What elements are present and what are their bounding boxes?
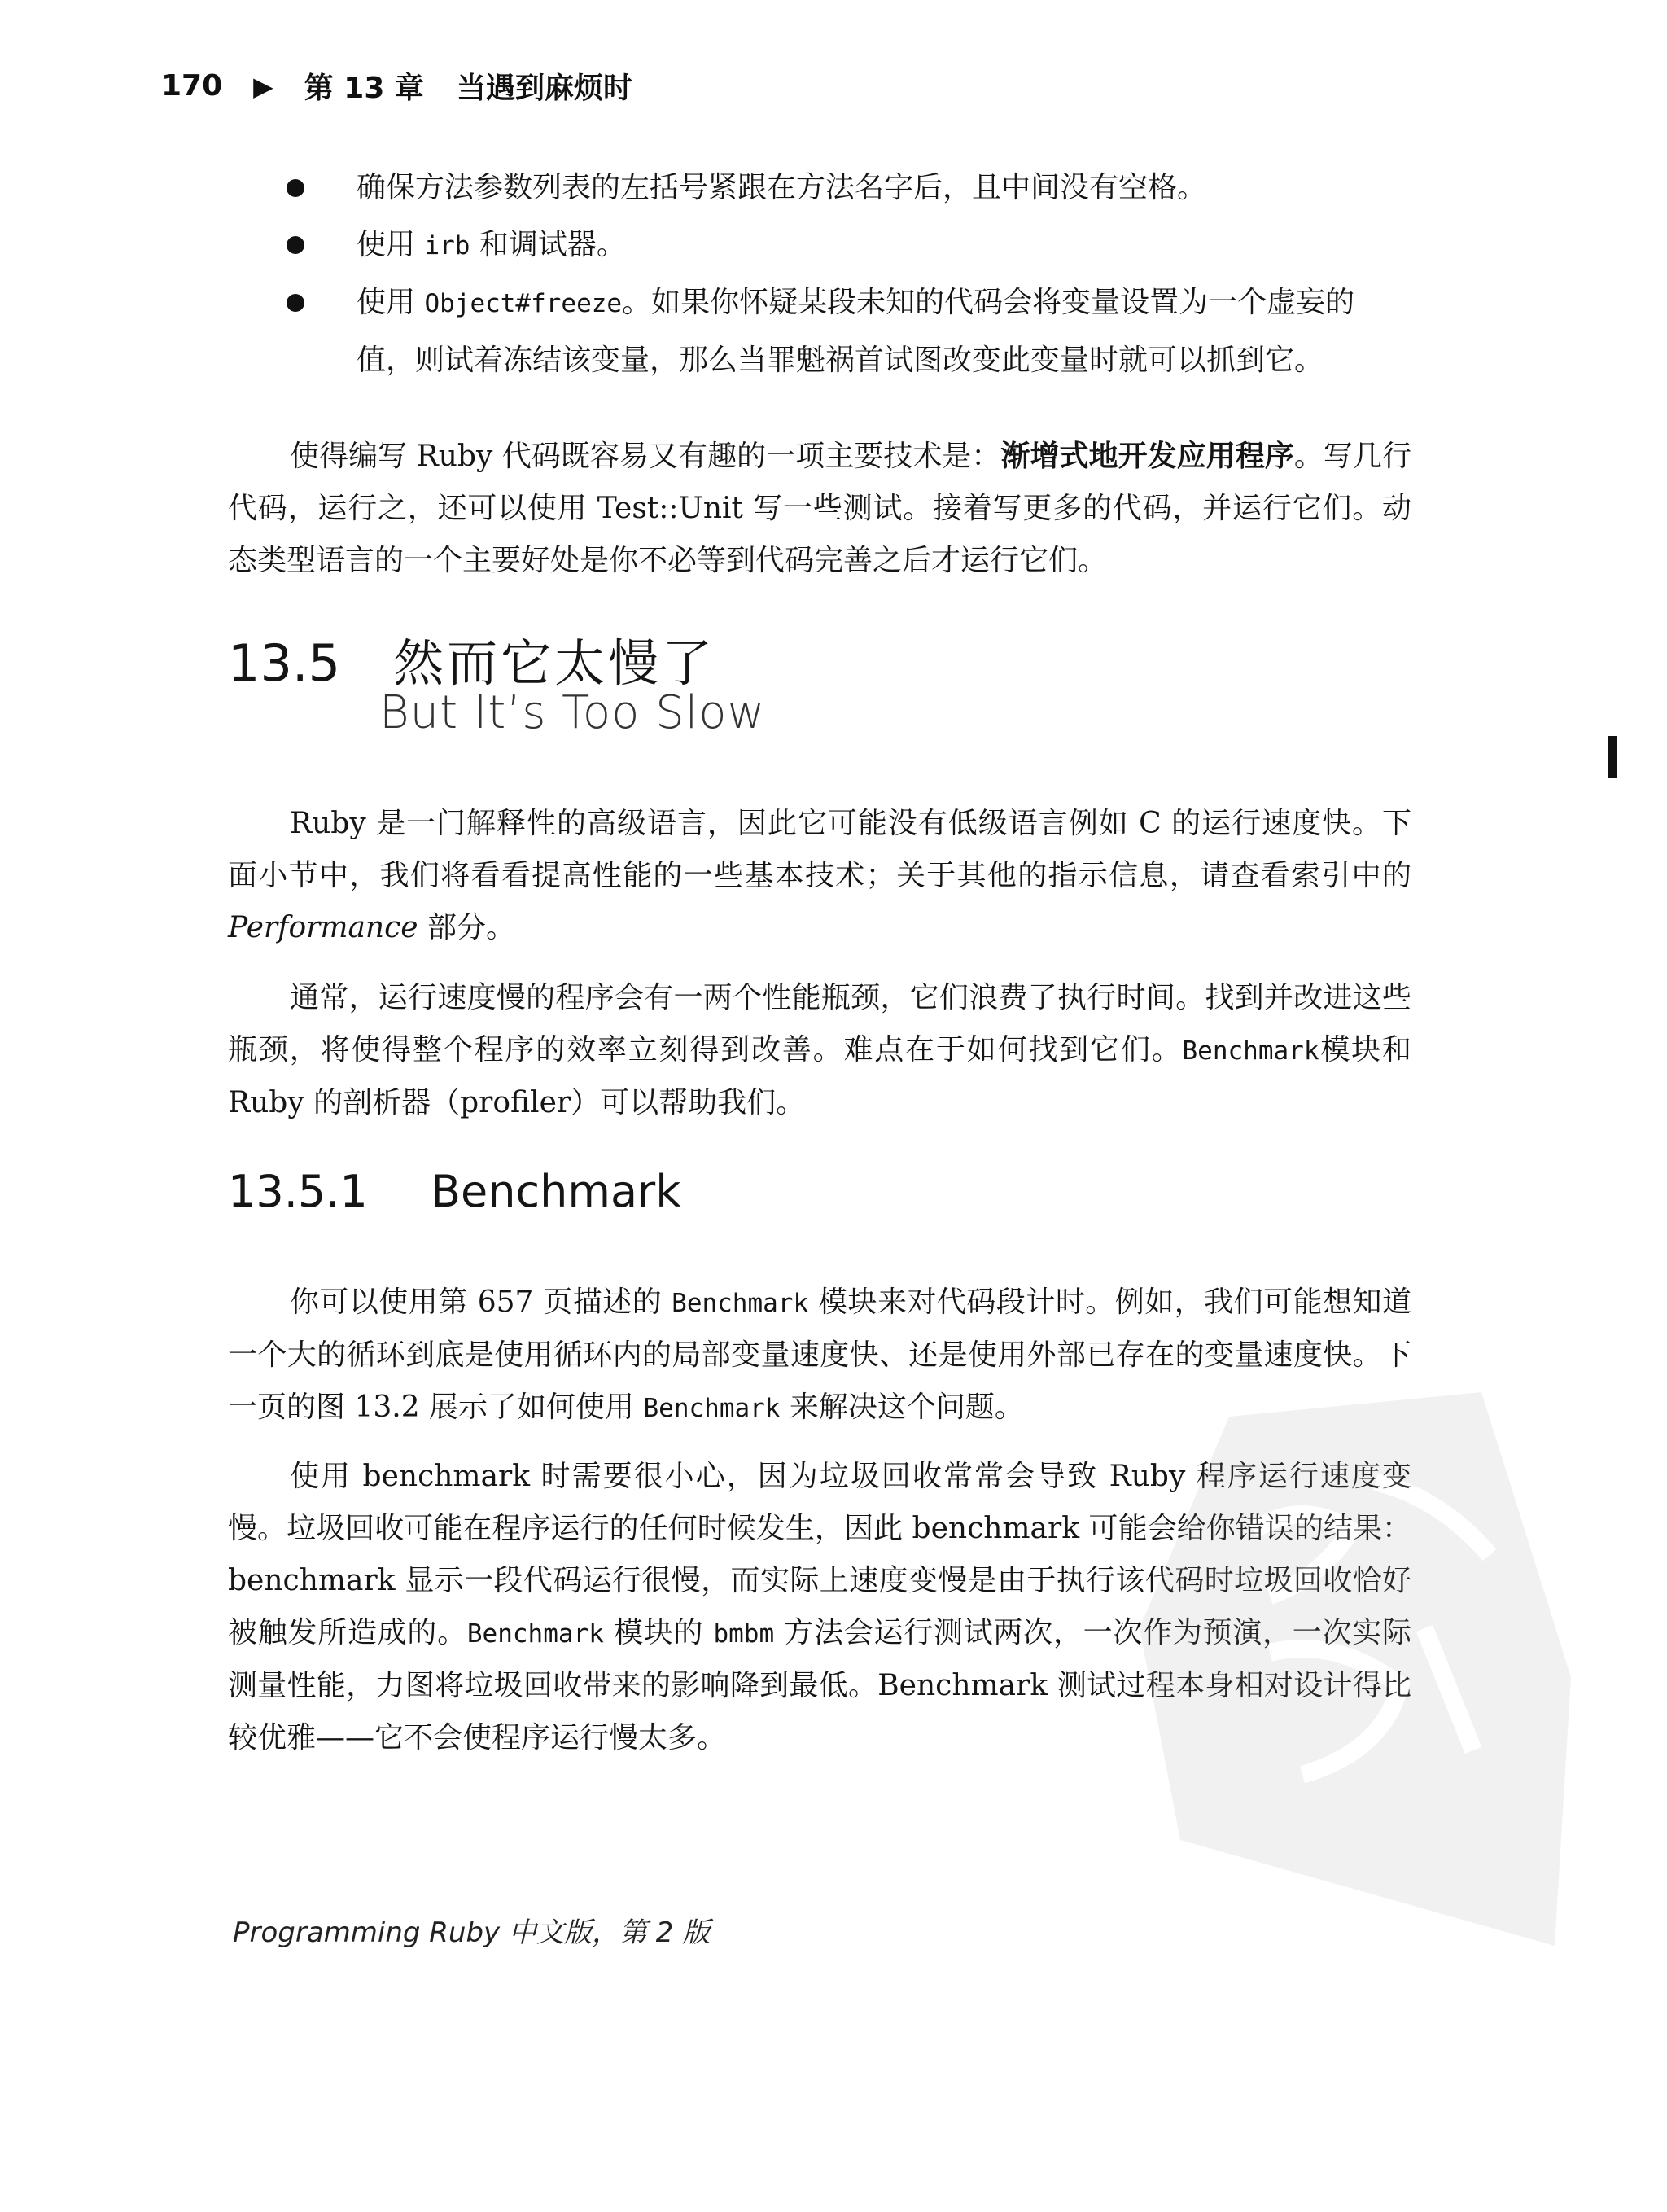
play-triangle-icon: ▶ [253,70,273,102]
code-inline: Benchmark [643,1394,781,1423]
paragraph-text: Ruby 是一门解释性的高级语言，因此它可能没有低级语言例如 C 的运行速度快。下面小节中，我们将看看提高性能的一些基本技术；关于其他的指示信息，请查看索引中的 [228,807,1411,892]
section-title-en: But It’s Too Slow [379,686,766,739]
body-paragraph [228,972,1411,1129]
bullet-icon [287,294,304,312]
list-item [287,160,1410,217]
page-number: 170 [161,69,223,103]
list-item [287,217,1410,274]
bullet-icon [287,236,304,254]
bullet-text: 确保方法参数列表的左括号紧跟在方法名字后，且中间没有空格。 [357,171,1207,204]
code-inline: Benchmark [466,1619,604,1649]
paragraph-text: 模块和 Ruby 的剖析器（profiler）可以帮助我们。 [228,1033,1411,1119]
bullet-text: 使用 [357,286,425,319]
code-inline: Benchmark [672,1289,809,1318]
paragraph-text: 。写几行代码，运行之，还可以使用 Test::Unit 写一些测试。接着写更多的代码，并运行它们。动态类型语言的一个主要好处是你不必等到代码完善之后才运行它们。 [228,440,1411,577]
subsection-heading [228,1166,681,1217]
code-inline: bmbm [713,1619,775,1649]
scan-edge-mark [1608,736,1617,778]
page-footer: Programming Ruby 中文版，第 2 版 [233,1916,711,1949]
paragraph-text: 使用 benchmark 时需要很小心，因为垃圾回收常常会导致 Ruby 程序运行速度变慢。垃圾回收可能在程序运行的任何时候发生，因此 benchmark 可能会给你错误的结果：benchmark 显示一段代码运行很慢，而实际上速度变慢是由于执行该代码时垃圾回收恰好被触发所造成的。 [228,1460,1411,1649]
running-header [161,65,632,107]
section-title-cn: 然而它太慢了 [393,633,716,693]
tips-bullet-list [287,160,1410,389]
bullet-icon [287,179,304,197]
code-inline: Object#freeze [424,289,623,318]
bullet-text: 使用 [357,228,425,261]
subsection-number: 13.5.1 [228,1166,368,1217]
paragraph-text: 模块的 [603,1616,714,1649]
paragraph-text: 方法会运行测试两次，一次作为预演，一次实际测量性能，力图将垃圾回收带来的影响降到最低。Benchmark 测试过程本身相对设计得比较优雅——它不会使程序运行慢太多。 [228,1616,1411,1754]
paragraph-text: 你可以使用第 657 页描述的 [290,1286,672,1319]
paragraph-text: 来解决这个问题。 [780,1391,1024,1424]
code-inline: irb [424,231,470,261]
chapter-label: 第 13 章 [304,72,424,105]
subsection-title: Benchmark [430,1166,681,1217]
code-inline: Benchmark [1182,1036,1319,1066]
paragraph-text: 模块来对代码段计时。例如，我们可能想知道一个大的循环到底是使用循环内的局部变量速度快、还是使用外部已存在的变量速度快。下一页的图 13.2 展示了如何使用 [228,1286,1411,1424]
chapter-title: 当遇到麻烦时 [456,72,632,105]
intro-paragraph [228,430,1411,587]
paragraph-text: 通常，运行速度慢的程序会有一两个性能瓶颈，它们浪费了执行时间。找到并改进这些瓶颈，将使得整个程序的效率立刻得到改善。难点在于如何找到它们。 [228,981,1411,1067]
section-number: 13.5 [228,633,341,693]
section-heading [228,623,766,739]
body-paragraph [228,798,1411,954]
bullet-text: 。如果你怀疑某段未知的代码会将变量设置为一个虚妄的值，则试着冻结该变量，那么当罪魁祸首试图改变此变量时就可以抓到它。 [357,286,1355,377]
list-item [287,274,1410,389]
paragraph-text: 部分。 [418,911,516,944]
paragraph-text: 使得编写 Ruby 代码既容易又有趣的一项主要技术是： [290,440,1001,473]
bullet-text: 和调试器。 [470,228,626,261]
emphasis-text: 渐增式地开发应用程序 [1000,439,1294,473]
watermark-seal-icon [1131,1384,1587,1954]
italic-text: Performance [228,911,418,944]
